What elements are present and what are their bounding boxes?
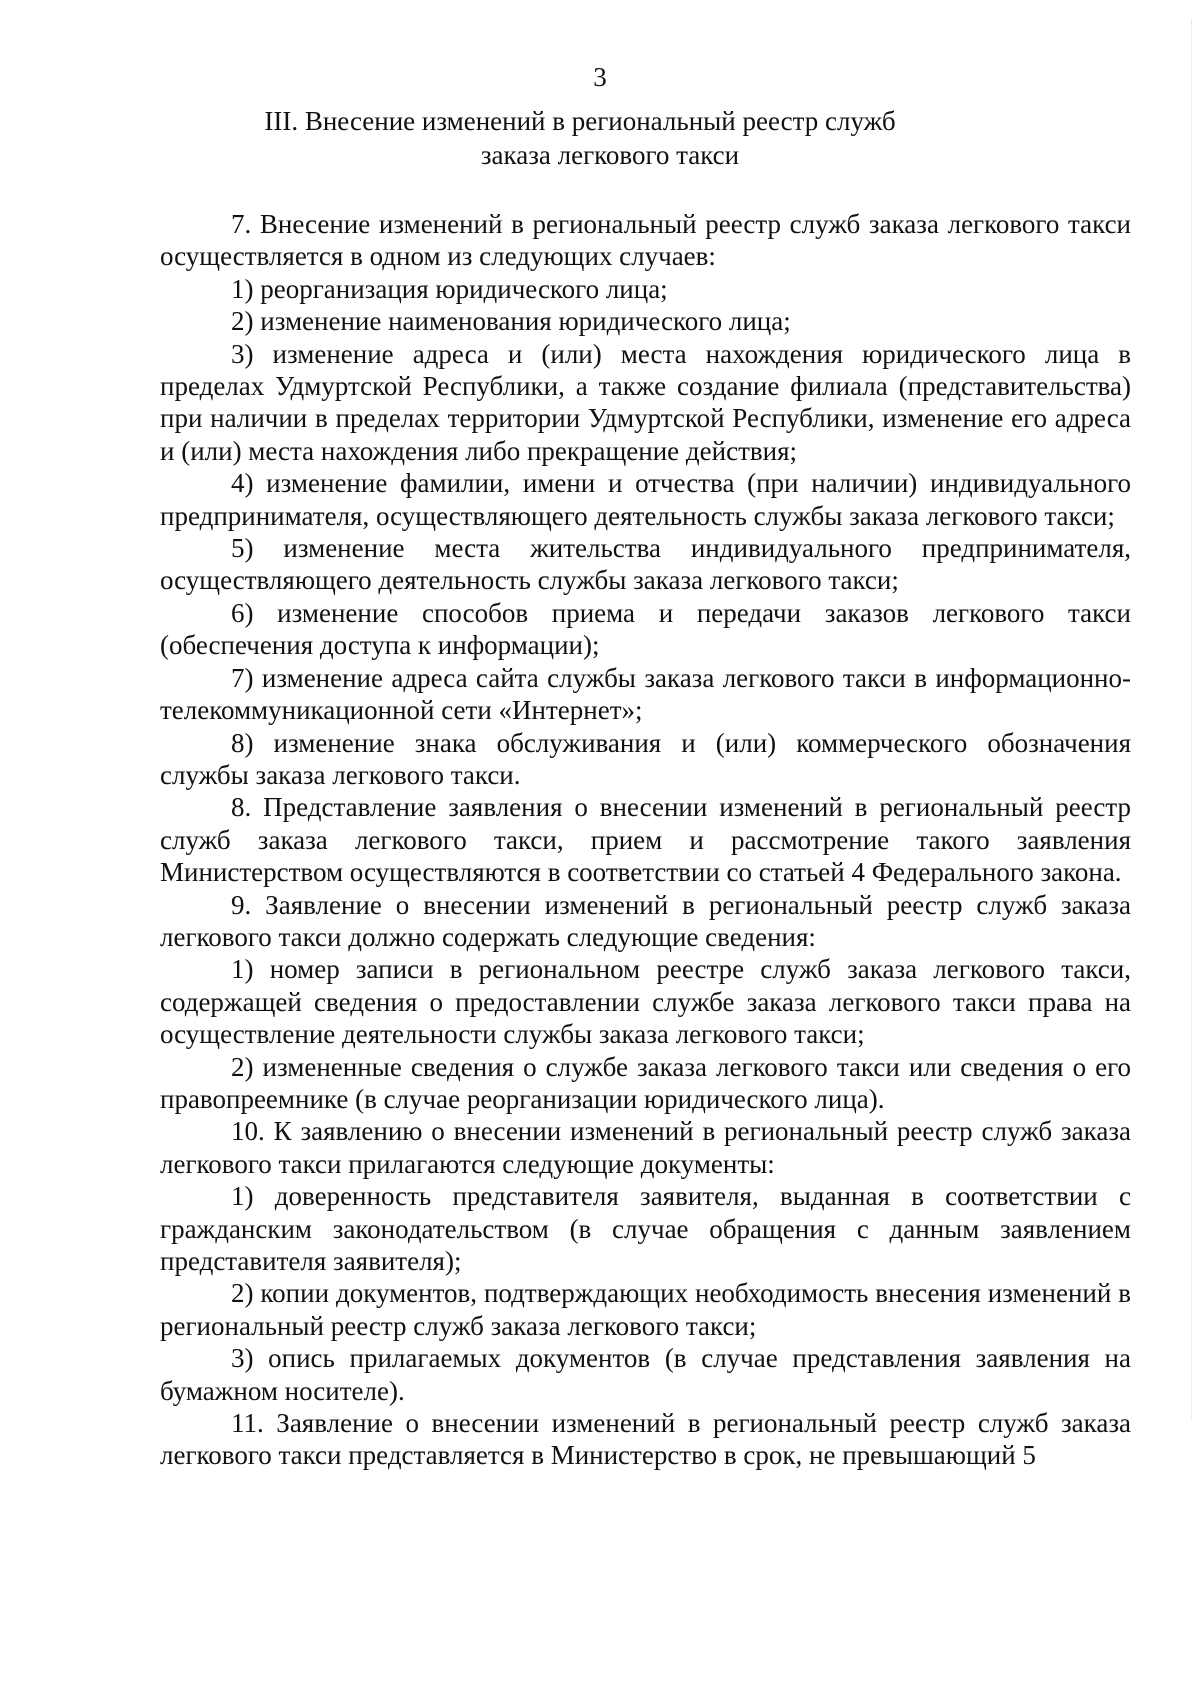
paragraph-11: 11. Заявление о внесении изменений в региональный реестр служб заказа легкового такси представляется в Министерство в срок, не превышающий 5 bbox=[160, 1408, 1131, 1471]
list-item-7-4: 4) изменение фамилии, имени и отчества (при наличии) индивидуального предпринимателя, осуществляющего деятельность службы заказа легкового такси; bbox=[160, 468, 1131, 531]
document-body bbox=[160, 208, 1131, 1472]
section-heading-line-2: заказа легкового такси bbox=[480, 140, 740, 170]
list-item-7-7: 7) изменение адреса сайта службы заказа легкового такси в информационно-телекоммуникационной сети «Интернет»; bbox=[160, 662, 1131, 726]
list-item-7-5: 5) изменение места жительства индивидуального предпринимателя, осуществляющего деятельность службы заказа легкового такси; bbox=[160, 533, 1131, 596]
list-item-10-1: 1) доверенность представителя заявителя, выданная в соответствии с гражданским законодательством (в случае обращения с данным заявлением представителя заявителя); bbox=[160, 1181, 1131, 1276]
section-heading-line-1: III. Внесение изменений в региональный реестр служб bbox=[264, 106, 896, 136]
paragraph-7: 7. Внесение изменений в региональный реестр служб заказа легкового такси осуществляется в одном из следующих случаев: bbox=[160, 209, 1131, 272]
paragraph-9: 9. Заявление о внесении изменений в региональный реестр служб заказа легкового такси должно содержать следующие сведения: bbox=[160, 889, 1131, 952]
paragraph-10: 10. К заявлению о внесении изменений в региональный реестр служб заказа легкового такси прилагаются следующие документы: bbox=[160, 1116, 1131, 1179]
list-item-7-1: 1) реорганизация юридического лица; bbox=[231, 273, 668, 304]
scan-edge-marks bbox=[1185, 20, 1192, 1420]
list-item-7-6: 6) изменение способов приема и передачи заказов легкового такси (обеспечения доступа к информации); bbox=[160, 597, 1131, 661]
list-item-9-1: 1) номер записи в региональном реестре служб заказа легкового такси, содержащей сведения о предоставлении службе заказа легкового такси права на осуществление деятельности службы заказа легкового такси; bbox=[160, 954, 1131, 1050]
page-number: 3 bbox=[593, 62, 607, 92]
section-heading bbox=[160, 104, 1060, 172]
list-item-10-2: 2) копии документов, подтверждающих необходимость внесения изменений в региональный реестр служб заказа легкового такси; bbox=[160, 1278, 1131, 1341]
list-item-10-3: 3) опись прилагаемых документов (в случае представления заявления на бумажном носителе). bbox=[160, 1343, 1131, 1406]
list-item-7-2: 2) изменение наименования юридического лица; bbox=[231, 306, 791, 337]
list-item-7-8: 8) изменение знака обслуживания и (или) коммерческого обозначения службы заказа легкового такси. bbox=[160, 727, 1131, 790]
list-item-7-3: 3) изменение адреса и (или) места нахождения юридического лица в пределах Удмуртской Республики, а также создание филиала (представительства) при наличии в пределах территории Удмуртской Республики, изменение его адреса и (или) места нахождения либо прекращение действия; bbox=[160, 338, 1131, 466]
list-item-9-2: 2) измененные сведения о службе заказа легкового такси или сведения о его правопреемнике (в случае реорганизации юридического лица). bbox=[160, 1051, 1131, 1114]
paragraph-8: 8. Представление заявления о внесении изменений в региональный реестр служб заказа легкового такси, прием и рассмотрение такого заявления Министерством осуществляются в соответствии со статьей 4 Федерального закона. bbox=[160, 792, 1131, 888]
